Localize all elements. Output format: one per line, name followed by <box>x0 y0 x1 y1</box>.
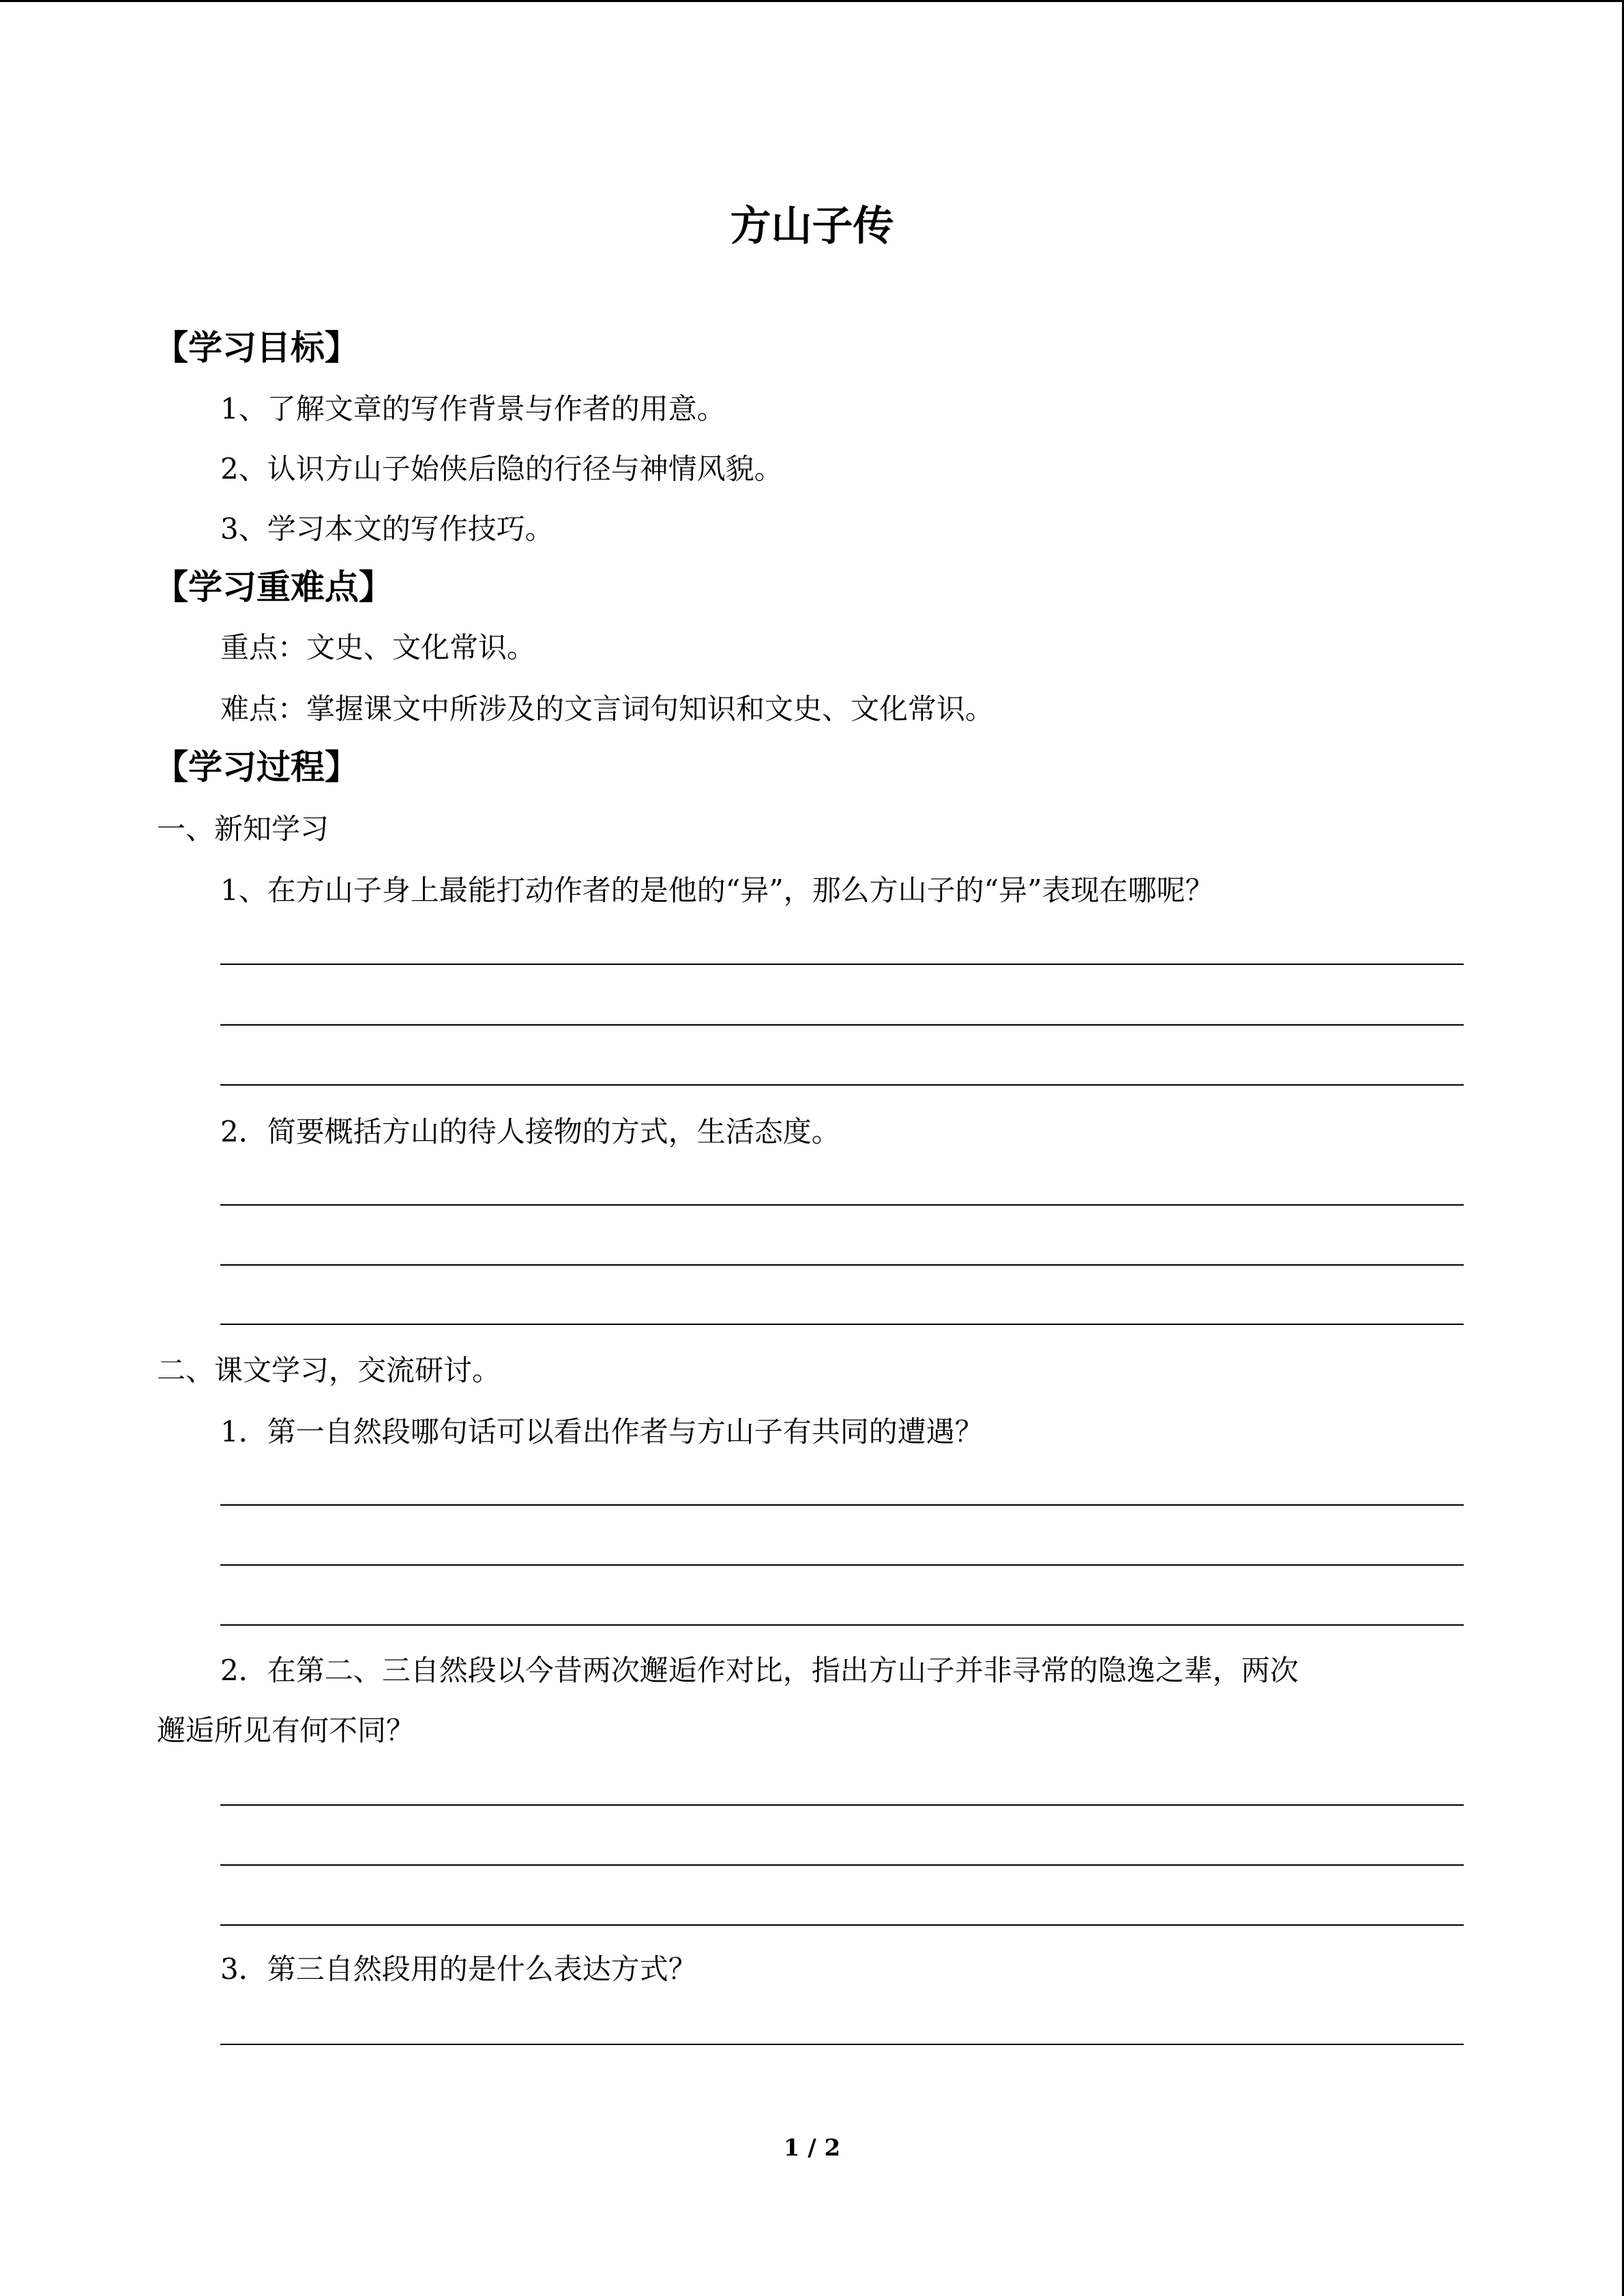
answer-line[interactable] <box>220 1324 1464 1325</box>
key-points-heading: 【学习重难点】 <box>154 567 393 607</box>
answer-line[interactable] <box>220 1264 1464 1266</box>
part1-heading: 一、新知学习 <box>157 812 329 846</box>
key-point-focus: 重点：文史、文化常识。 <box>220 631 536 664</box>
answer-line[interactable] <box>220 1924 1464 1926</box>
answer-line[interactable] <box>220 1024 1464 1026</box>
objective-item-2: 2、认识方山子始侠后隐的行径与神情风貌。 <box>220 452 783 486</box>
key-point-difficulty: 难点：掌握课文中所涉及的文言词句知识和文史、文化常识。 <box>220 692 994 726</box>
part2-question-3: 3．第三自然段用的是什么表达方式？ <box>220 1952 697 1986</box>
part2-question-2-line-2: 邂逅所见有何不同？ <box>157 1714 415 1747</box>
part1-question-1: 1、在方山子身上最能打动作者的是他的“异”，那么方山子的“异”表现在哪呢？ <box>220 874 1214 907</box>
page-top-border <box>0 0 1624 2</box>
answer-line[interactable] <box>220 964 1464 965</box>
answer-line[interactable] <box>220 1564 1464 1566</box>
part2-heading: 二、课文学习，交流研讨。 <box>157 1354 501 1387</box>
part1-question-2: 2．简要概括方山的待人接物的方式，生活态度。 <box>220 1115 840 1148</box>
answer-line[interactable] <box>220 1084 1464 1086</box>
objective-item-1: 1、了解文章的写作背景与作者的用意。 <box>220 392 726 426</box>
answer-line[interactable] <box>220 2044 1464 2045</box>
part2-question-1: 1．第一自然段哪句话可以看出作者与方山子有共同的遭遇？ <box>220 1415 984 1448</box>
answer-line[interactable] <box>220 1204 1464 1206</box>
page-number: 1 / 2 <box>783 2134 841 2162</box>
answer-line[interactable] <box>220 1864 1464 1866</box>
process-heading: 【学习过程】 <box>154 747 359 787</box>
answer-line[interactable] <box>220 1504 1464 1506</box>
answer-line[interactable] <box>220 1804 1464 1806</box>
page-title: 方山子传 <box>730 203 894 250</box>
objectives-heading: 【学习目标】 <box>154 328 359 368</box>
objective-item-3: 3、学习本文的写作技巧。 <box>220 512 554 546</box>
part2-question-2-line-1: 2．在第二、三自然段以今昔两次邂逅作对比，指出方山子并非寻常的隐逸之辈，两次 <box>220 1654 1299 1687</box>
answer-line[interactable] <box>220 1624 1464 1626</box>
